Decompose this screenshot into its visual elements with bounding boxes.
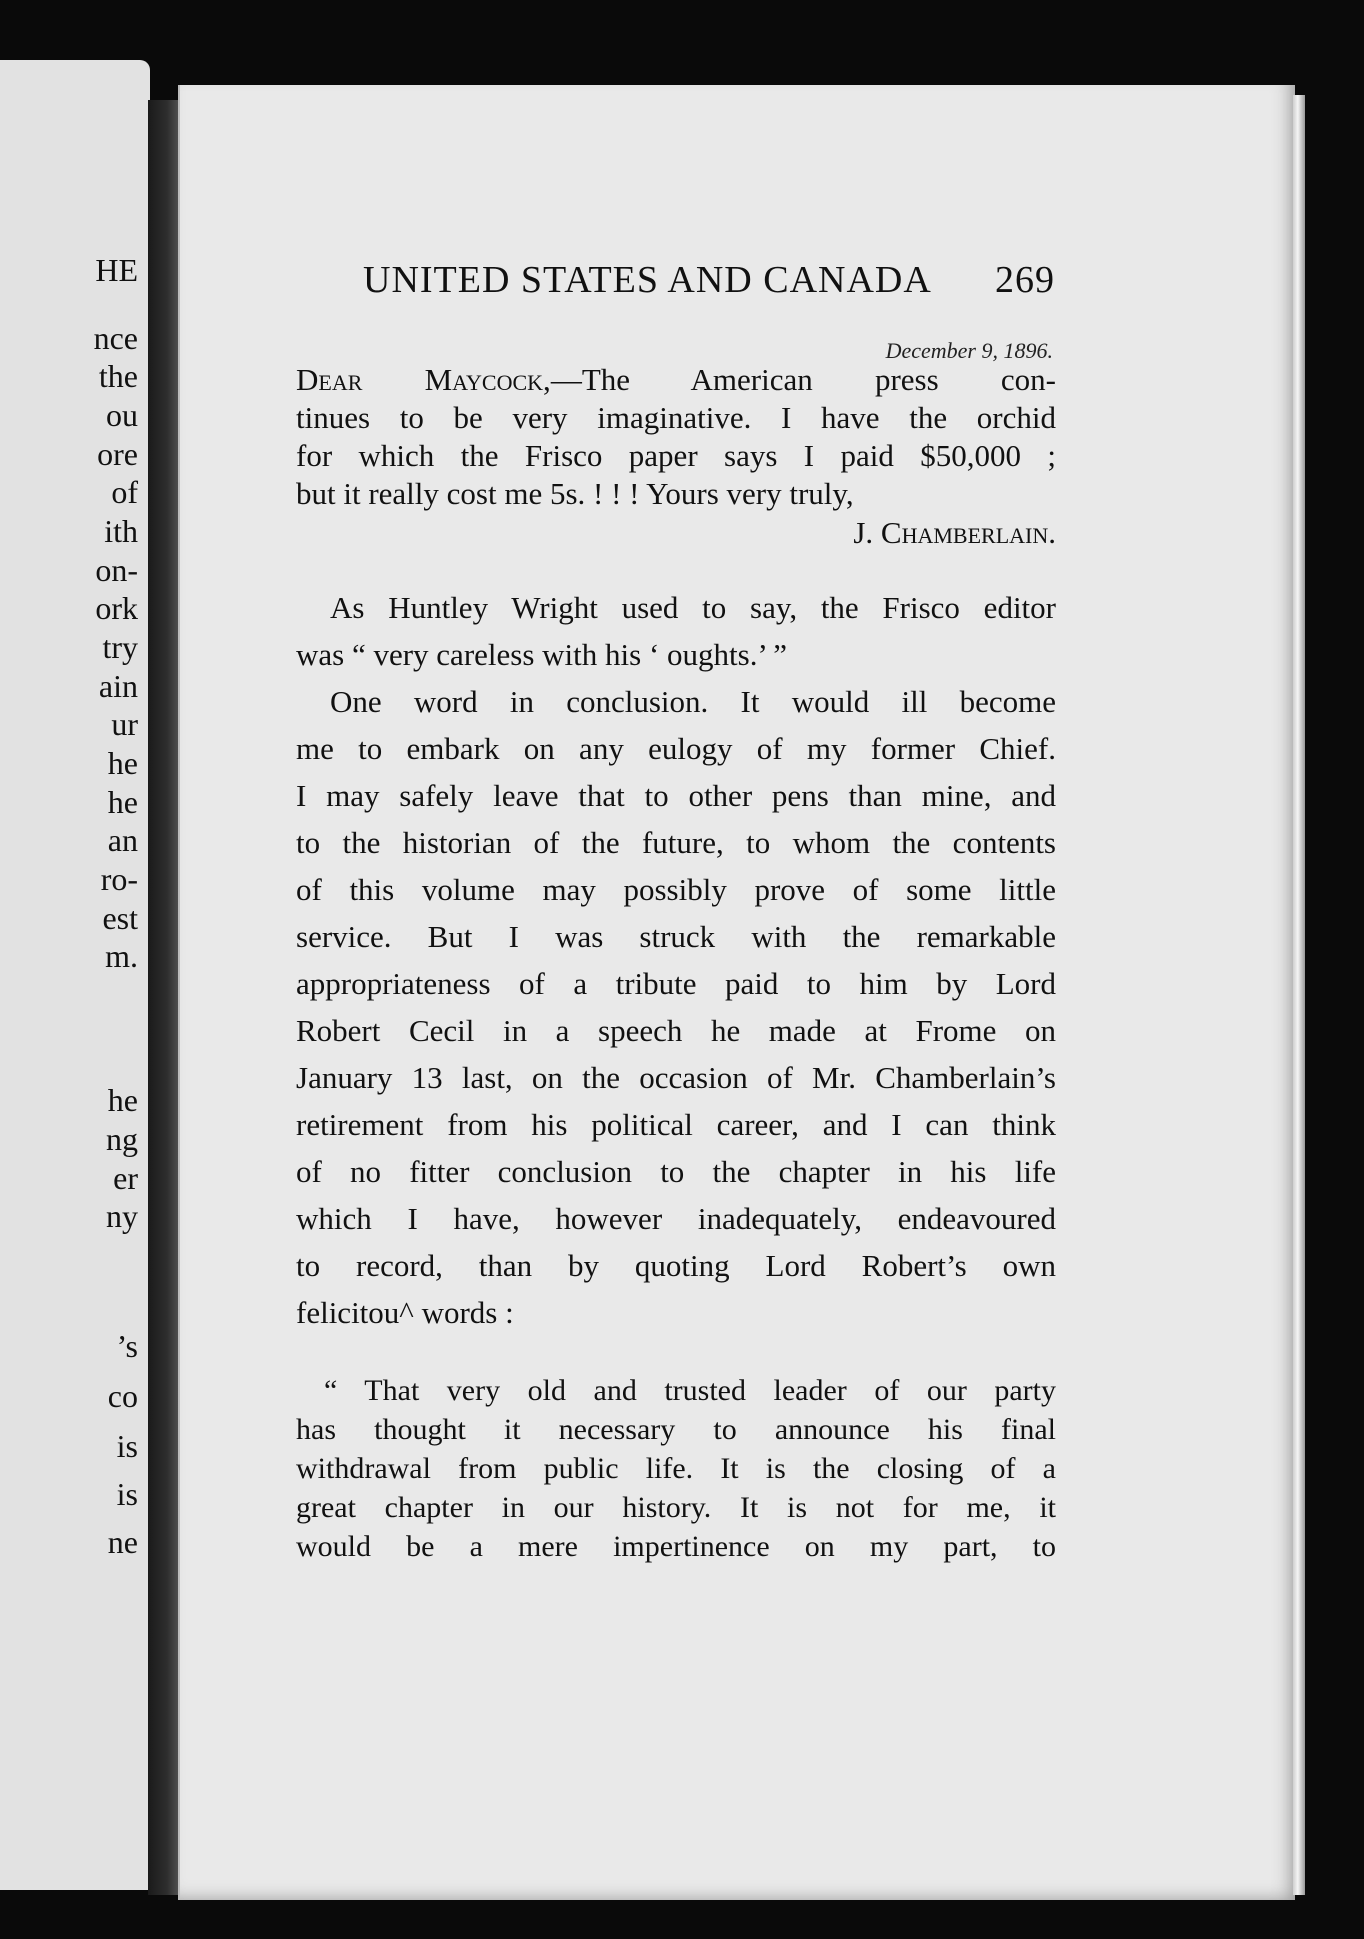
body-line: Robert Cecil in a speech he made at Frome on <box>296 1013 1056 1048</box>
previous-page-fragment: on- <box>95 552 138 588</box>
body-line: felicitou^ words : <box>296 1295 514 1330</box>
quote-line: “ That very old and trusted leader of our party <box>324 1374 1056 1407</box>
body-line: was “ very careless with his ‘ oughts.’ ” <box>296 637 787 672</box>
body-line: me to embark on any eulogy of my former Chief. <box>296 731 1056 766</box>
previous-page-fragment: nce <box>93 320 138 356</box>
quote-line: would be a mere impertinence on my part, to <box>296 1530 1056 1563</box>
letter-line-text: —The American press con- <box>550 362 1056 397</box>
previous-page-fragment: ur <box>111 706 138 742</box>
previous-page-fragment: is <box>116 1428 138 1464</box>
body-line: of no fitter conclusion to the chapter in his life <box>296 1154 1056 1189</box>
body-line: to the historian of the future, to whom the contents <box>296 825 1056 860</box>
body-line: to record, than by quoting Lord Robert’s own <box>296 1248 1056 1283</box>
previous-page-fragment: ith <box>104 513 138 549</box>
page-edge <box>1293 95 1305 1895</box>
quote-line: great chapter in our history. It is not for me, it <box>296 1491 1056 1524</box>
letter-date: December 9, 1896. <box>885 338 1053 363</box>
body-line: January 13 last, on the occasion of Mr. Chamberlain’s <box>296 1060 1056 1095</box>
previous-page-fragment: ’s <box>116 1328 138 1364</box>
running-title: UNITED STATES AND CANADA <box>363 259 932 301</box>
body-line: I may safely leave that to other pens than mine, and <box>296 778 1056 813</box>
previous-page-fragment: ore <box>97 436 138 472</box>
previous-page-fragment: HE <box>95 252 138 288</box>
body-line: One word in conclusion. It would ill become <box>330 684 1056 719</box>
previous-page-fragment: ou <box>106 397 138 433</box>
previous-page-fragment: he <box>107 784 138 820</box>
previous-page <box>0 60 150 1890</box>
previous-page-fragment: est <box>102 900 138 936</box>
previous-page-fragment: the <box>98 358 138 394</box>
body-line: service. But I was struck with the remarkable <box>296 919 1056 954</box>
body-line: of this volume may possibly prove of some little <box>296 872 1056 907</box>
previous-page-fragment: try <box>102 629 138 665</box>
previous-page-fragment: ne <box>107 1524 138 1560</box>
quote-line: has thought it necessary to announce his final <box>296 1413 1056 1446</box>
letter-line: but it really cost me 5s. ! ! ! Yours very truly, <box>296 476 854 511</box>
previous-page-fragment: an <box>107 822 138 858</box>
previous-page-fragment: co <box>107 1378 138 1414</box>
letter-salutation: Dear Maycock, <box>296 362 551 397</box>
previous-page-fragment: er <box>113 1160 138 1196</box>
previous-page-fragment: he <box>107 745 138 781</box>
previous-page-fragment: of <box>111 474 138 510</box>
body-line: As Huntley Wright used to say, the Frisco editor <box>330 590 1056 625</box>
running-header <box>363 258 1055 302</box>
previous-page-fragment: he <box>107 1082 138 1118</box>
previous-page-fragment: ain <box>98 668 138 704</box>
quote-line: withdrawal from public life. It is the closing of a <box>296 1452 1056 1485</box>
letter-line <box>296 362 1056 398</box>
previous-page-fragment: ork <box>95 590 138 626</box>
book-gutter <box>148 100 180 1895</box>
letter-line: for which the Frisco paper says I paid $50,000 ; <box>296 438 1056 473</box>
body-line: retirement from his political career, and I can think <box>296 1107 1056 1142</box>
previous-page-fragment: ro- <box>100 861 138 897</box>
body-line: which I have, however inadequately, endeavoured <box>296 1201 1056 1236</box>
letter-signature: J. Chamberlain. <box>853 515 1056 550</box>
previous-page-fragment: ng <box>106 1121 138 1157</box>
previous-page-fragment: ny <box>106 1198 138 1234</box>
page-number: 269 <box>995 259 1055 301</box>
body-line: appropriateness of a tribute paid to him by Lord <box>296 966 1056 1001</box>
letter-line: tinues to be very imaginative. I have the orchid <box>296 400 1056 435</box>
previous-page-fragment: m. <box>105 938 138 974</box>
previous-page-fragment: is <box>116 1476 138 1512</box>
